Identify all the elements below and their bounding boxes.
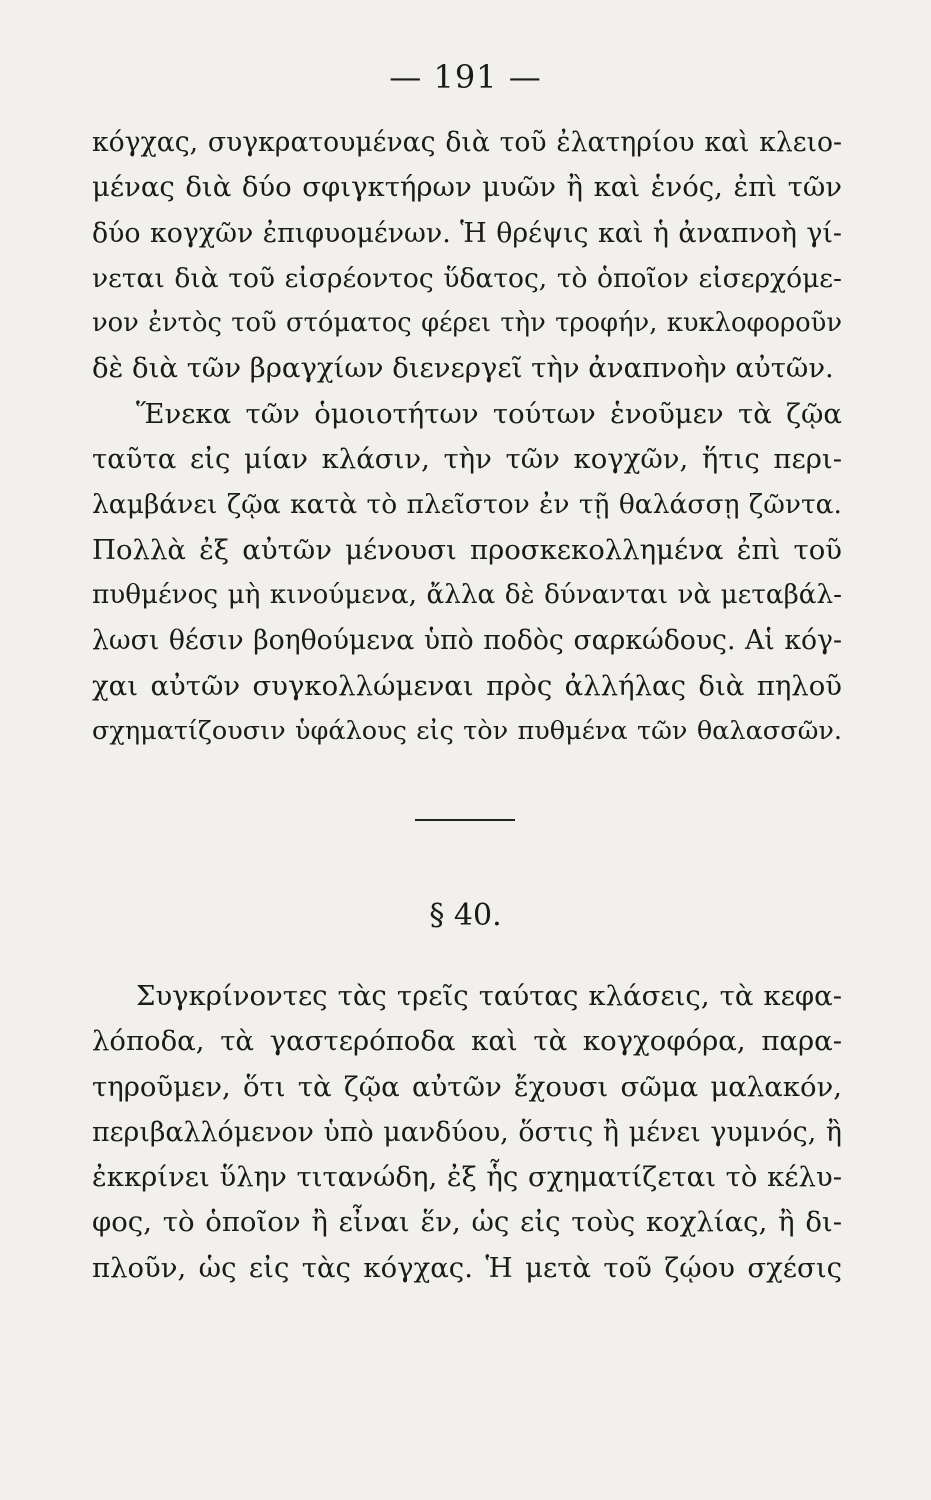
- text-line: λαμβάνει ζῷα κατὰ τὸ πλεῖστον ἐν τῇ θαλάσσῃ ζῶντα.: [92, 489, 842, 521]
- text-line: ταῦτα εἰς μίαν κλάσιν, τὴν τῶν κογχῶν, ἥτις περι-: [92, 443, 842, 476]
- text-line: ἐκκρίνει ὕλην τιτανώδη, ἐξ ἧς σχηματίζεται τὸ κέλυ-: [92, 1161, 842, 1194]
- text-line: Ἕνεκα τῶν ὁμοιοτήτων τούτων ἑνοῦμεν τὰ ζῷα: [136, 397, 842, 430]
- paragraph-1: [92, 120, 842, 754]
- text-line: δὲ διὰ τῶν βραγχίων διενεργεῖ τὴν ἀναπνοὴν αὐτῶν.: [92, 352, 834, 385]
- text-line: σχηματίζουσιν ὑφάλους εἰς τὸν πυθμένα τῶν θαλασσῶν.: [92, 715, 842, 746]
- paragraph-2: [92, 974, 842, 1291]
- text-line: Συγκρίνοντες τὰς τρεῖς ταύτας κλάσεις, τὰ κεφα-: [136, 980, 842, 1012]
- text-line: περιβαλλόμενον ὑπὸ μανδύου, ὅστις ἢ μένει γυμνός, ἢ: [92, 1116, 842, 1148]
- text-line: πλοῦν, ὡς εἰς τὰς κόγχας. Ἡ μετὰ τοῦ ζῴου σχέσις: [92, 1251, 842, 1284]
- text-line: λόποδα, τὰ γαστερόποδα καὶ τὰ κογχοφόρα, παρα-: [92, 1025, 842, 1058]
- text-line: νον ἐντὸς τοῦ στόματος φέρει τὴν τροφήν, κυκλοφοροῦν: [92, 308, 842, 339]
- text-line: μένας διὰ δύο σφιγκτήρων μυῶν ἢ καὶ ἑνός, ἐπὶ τῶν: [92, 171, 842, 204]
- page-number: — 191 —: [389, 58, 542, 96]
- text-line: Πολλὰ ἐξ αὐτῶν μένουσι προσκεκολλημένα ἐπὶ τοῦ: [92, 533, 842, 566]
- text-line: δύο κογχῶν ἐπιφυομένων. Ἡ θρέψις καὶ ἡ ἀναπνοὴ γί-: [92, 217, 842, 249]
- text-line: κόγχας, συγκρατουμένας διὰ τοῦ ἐλατηρίου καὶ κλειο-: [92, 127, 842, 158]
- text-line: χαι αὐτῶν συγκολλώμεναι πρὸς ἀλλήλας διὰ πηλοῦ: [92, 669, 842, 702]
- text-line: τηροῦμεν, ὅτι τὰ ζῷα αὐτῶν ἔχουσι σῶμα μαλακόν,: [92, 1070, 842, 1103]
- section-heading: § 40.: [429, 898, 502, 933]
- text-line: φος, τὸ ὁποῖον ἢ εἶναι ἕν, ὡς εἰς τοὺς κοχλίας, ἢ δι-: [92, 1206, 842, 1239]
- text-line: πυθμένος μὴ κινούμενα, ἄλλα δὲ δύνανται νὰ μεταβάλ-: [92, 579, 842, 610]
- section-divider: [415, 819, 515, 821]
- text-line: λωσι θέσιν βοηθούμενα ὑπὸ ποδὸς σαρκώδους. Αἱ κόγ-: [92, 625, 842, 657]
- text-line: νεται διὰ τοῦ εἰσρέοντος ὕδατος, τὸ ὁποῖον εἰσερχόμε-: [92, 262, 842, 294]
